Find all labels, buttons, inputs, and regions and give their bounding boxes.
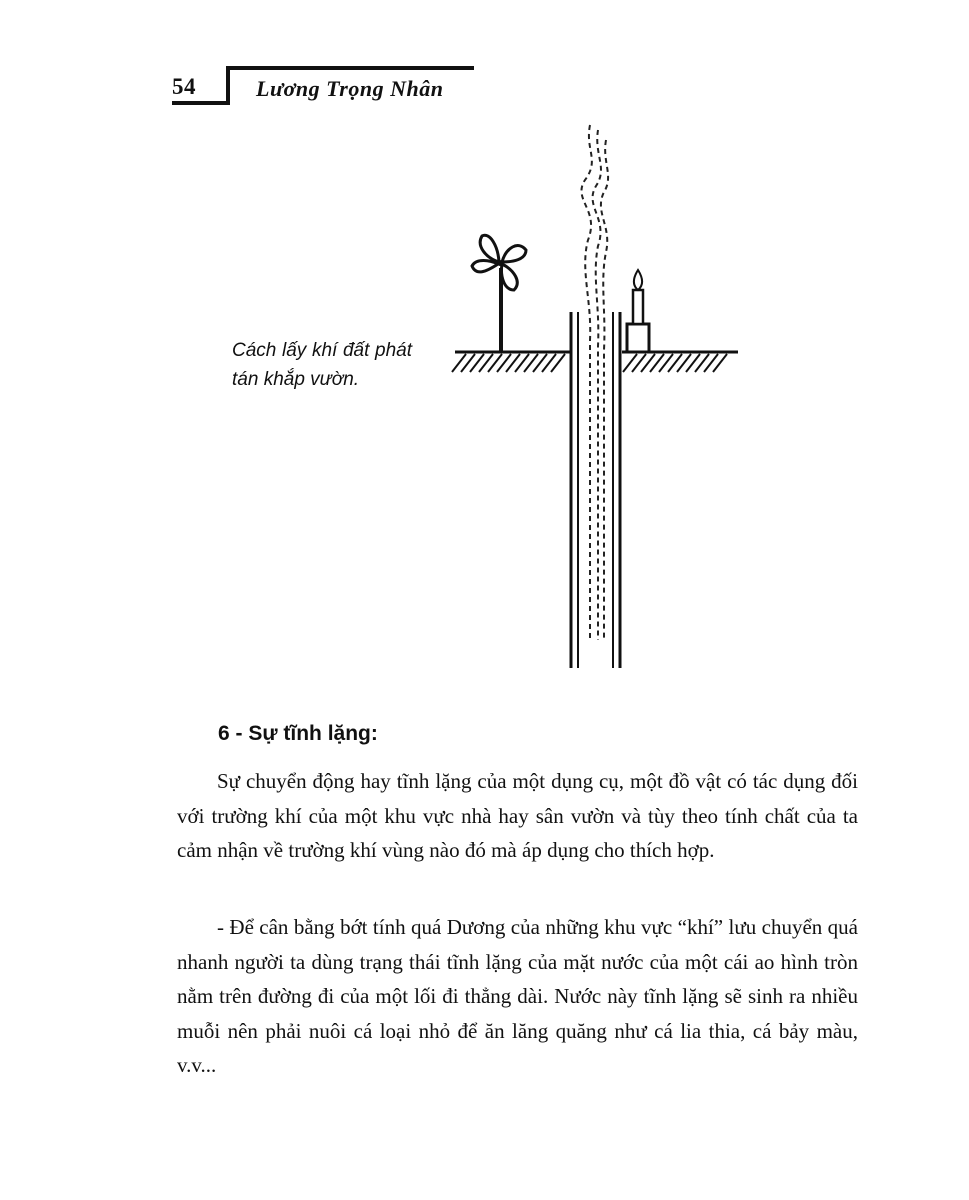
- paragraph-2: - Để cân bằng bớt tính quá Dương của những khu vực “khí” lưu chuyển quá nhanh người ta dùng trạng thái tĩnh lặng của mặt nước của một cái ao hình tròn nằm trên đường đi của một lối đi thẳng dài. Nước này tĩnh lặng sẽ sinh ra nhiều muỗi nên phải nuôi cá loại nhỏ để ăn lăng quăng như cá lia thia, cá bảy màu, v.v...: [177, 915, 858, 1077]
- paragraph-1: Sự chuyển động hay tĩnh lặng của một dụng cụ, một đồ vật có tác dụng đối với trường khí của một khu vực nhà hay sân vườn và tùy theo tính chất của ta cảm nhận về trường khí vùng nào đó mà áp dụng cho thích hợp.: [177, 769, 858, 862]
- author-name: Lương Trọng Nhân: [256, 76, 444, 101]
- rising-gas: [581, 125, 608, 640]
- candle: [627, 270, 649, 352]
- ground: [452, 352, 738, 372]
- pipe: [571, 312, 620, 668]
- pinwheel: [472, 235, 526, 352]
- figure-caption: Cách lấy khí đất phát tán khắp vườn.: [232, 340, 412, 390]
- section-heading: 6 - Sự tĩnh lặng:: [218, 722, 378, 745]
- page-number: 54: [172, 74, 196, 99]
